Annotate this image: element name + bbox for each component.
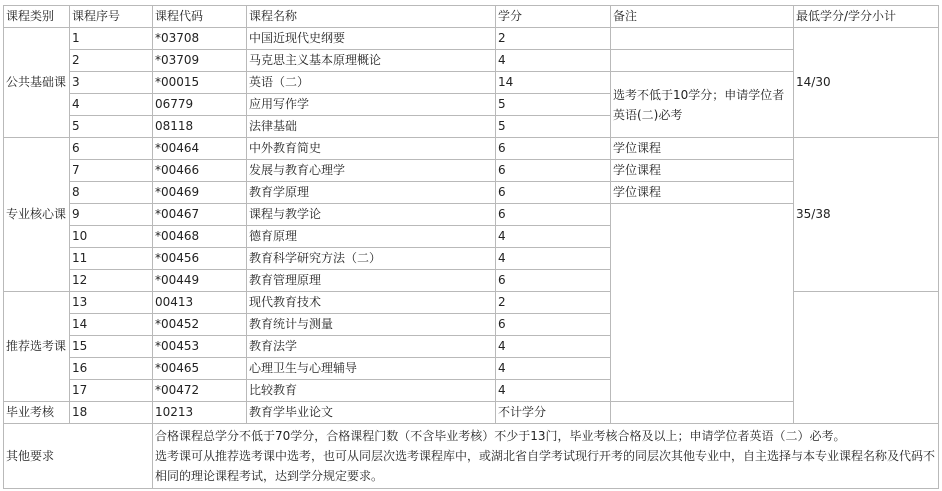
credit-cell: 4 (496, 226, 611, 248)
code-cell: *00467 (153, 204, 247, 226)
header-min-credit: 最低学分/学分小计 (794, 6, 939, 28)
name-cell: 教育学毕业论文 (247, 402, 496, 424)
credit-cell: 6 (496, 160, 611, 182)
code-cell: 00413 (153, 292, 247, 314)
credit-cell: 4 (496, 248, 611, 270)
seq-cell: 6 (70, 138, 153, 160)
credit-cell: 4 (496, 358, 611, 380)
other-requirements-label: 其他要求 (4, 424, 153, 489)
code-cell: *00472 (153, 380, 247, 402)
code-cell: 06779 (153, 94, 247, 116)
category-cell: 推荐选考课 (4, 292, 70, 402)
seq-cell: 16 (70, 358, 153, 380)
seq-cell: 3 (70, 72, 153, 94)
subtotal-cell: 35/38 (794, 138, 939, 292)
credit-cell: 6 (496, 204, 611, 226)
header-credit: 学分 (496, 6, 611, 28)
curriculum-table (3, 5, 939, 489)
seq-cell: 10 (70, 226, 153, 248)
seq-cell: 11 (70, 248, 153, 270)
header-seq: 课程序号 (70, 6, 153, 28)
name-cell: 教育学原理 (247, 182, 496, 204)
subtotal-cell: 14/30 (794, 28, 939, 138)
subtotal-cell (794, 292, 939, 424)
seq-cell: 4 (70, 94, 153, 116)
code-cell: *00464 (153, 138, 247, 160)
category-cell: 专业核心课 (4, 138, 70, 292)
category-cell: 毕业考核 (4, 402, 70, 424)
name-cell: 教育统计与测量 (247, 314, 496, 336)
note-cell (611, 28, 794, 50)
other-requirements-row (4, 424, 939, 489)
name-cell: 马克思主义基本原理概论 (247, 50, 496, 72)
seq-cell: 9 (70, 204, 153, 226)
code-cell: *00456 (153, 248, 247, 270)
other-requirements-text (153, 424, 939, 489)
seq-cell: 5 (70, 116, 153, 138)
header-row (4, 6, 939, 28)
credit-cell: 6 (496, 182, 611, 204)
seq-cell: 15 (70, 336, 153, 358)
other-requirement-line: 选考课可从推荐选考课中选考，也可从同层次选考课程库中，或湖北省自学考试现行开考的同层次其他专业中，自主选择与本专业课程名称及代码不相同的理论课程考试，达到学分规定要求。 (155, 449, 936, 483)
name-cell: 教育法学 (247, 336, 496, 358)
credit-cell: 2 (496, 28, 611, 50)
credit-cell: 6 (496, 314, 611, 336)
note-cell (611, 204, 794, 402)
seq-cell: 1 (70, 28, 153, 50)
note-cell: 学位课程 (611, 138, 794, 160)
name-cell: 德育原理 (247, 226, 496, 248)
code-cell: *00452 (153, 314, 247, 336)
code-cell: 10213 (153, 402, 247, 424)
note-cell: 选考不低于10学分；申请学位者英语(二)必考 (611, 72, 794, 138)
name-cell: 课程与教学论 (247, 204, 496, 226)
credit-cell: 14 (496, 72, 611, 94)
credit-cell: 5 (496, 94, 611, 116)
category-cell: 公共基础课 (4, 28, 70, 138)
credit-cell: 6 (496, 270, 611, 292)
table-row (4, 28, 939, 50)
code-cell: *03709 (153, 50, 247, 72)
credit-cell: 4 (496, 336, 611, 358)
header-note: 备注 (611, 6, 794, 28)
name-cell: 法律基础 (247, 116, 496, 138)
seq-cell: 12 (70, 270, 153, 292)
table-row (4, 292, 939, 314)
code-cell: *00453 (153, 336, 247, 358)
credit-cell: 不计学分 (496, 402, 611, 424)
seq-cell: 8 (70, 182, 153, 204)
seq-cell: 18 (70, 402, 153, 424)
table-row (4, 138, 939, 160)
header-code: 课程代码 (153, 6, 247, 28)
credit-cell: 5 (496, 116, 611, 138)
note-cell: 学位课程 (611, 182, 794, 204)
code-cell: *00465 (153, 358, 247, 380)
name-cell: 现代教育技术 (247, 292, 496, 314)
code-cell: *03708 (153, 28, 247, 50)
note-cell: 学位课程 (611, 160, 794, 182)
credit-cell: 4 (496, 380, 611, 402)
seq-cell: 17 (70, 380, 153, 402)
header-category: 课程类别 (4, 6, 70, 28)
header-name: 课程名称 (247, 6, 496, 28)
name-cell: 心理卫生与心理辅导 (247, 358, 496, 380)
name-cell: 教育科学研究方法（二） (247, 248, 496, 270)
name-cell: 英语（二） (247, 72, 496, 94)
credit-cell: 2 (496, 292, 611, 314)
seq-cell: 2 (70, 50, 153, 72)
code-cell: 08118 (153, 116, 247, 138)
other-requirement-line: 合格课程总学分不低于70学分，合格课程门数（不含毕业考核）不少于13门，毕业考核合格及以上；申请学位者英语（二）必考。 (155, 429, 846, 443)
code-cell: *00015 (153, 72, 247, 94)
code-cell: *00466 (153, 160, 247, 182)
code-cell: *00469 (153, 182, 247, 204)
name-cell: 比较教育 (247, 380, 496, 402)
name-cell: 应用写作学 (247, 94, 496, 116)
name-cell: 中国近现代史纲要 (247, 28, 496, 50)
seq-cell: 13 (70, 292, 153, 314)
name-cell: 中外教育简史 (247, 138, 496, 160)
note-cell (611, 50, 794, 72)
credit-cell: 4 (496, 50, 611, 72)
seq-cell: 7 (70, 160, 153, 182)
seq-cell: 14 (70, 314, 153, 336)
credit-cell: 6 (496, 138, 611, 160)
name-cell: 发展与教育心理学 (247, 160, 496, 182)
name-cell: 教育管理原理 (247, 270, 496, 292)
code-cell: *00468 (153, 226, 247, 248)
code-cell: *00449 (153, 270, 247, 292)
